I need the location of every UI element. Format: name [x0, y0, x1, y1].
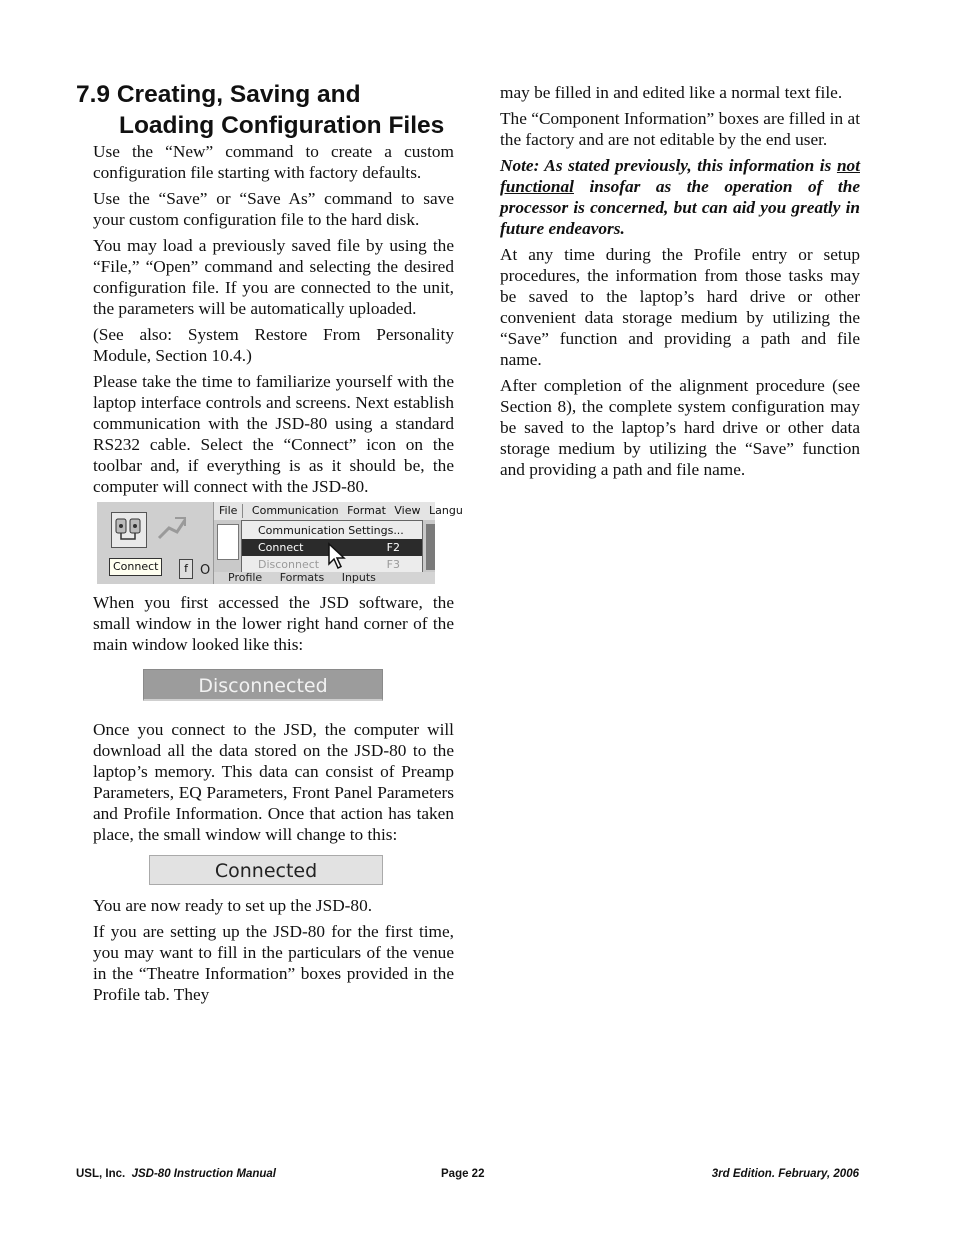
window-edge — [426, 524, 435, 570]
menu-communication: Communication — [251, 504, 339, 517]
status-connected: Connected — [149, 855, 383, 885]
tab-profile: Profile — [228, 571, 263, 584]
paragraph: You may load a previously saved file by using the “File,” “Open” command and selecting the desired configuration file. If you are connected to the unit, the parameters will be automatically uploaded. — [93, 236, 454, 318]
paragraph: (See also: System Restore From Personality Module, Section 10.4.) — [93, 325, 454, 365]
section-heading — [76, 79, 444, 141]
connect-tooltip: Connect — [109, 558, 162, 576]
connect-icon — [111, 512, 147, 548]
tab-formats: Formats — [279, 571, 325, 584]
paragraph: When you first accessed the JSD software, the small window in the lower right hand corner of the main window looked like this: — [93, 593, 454, 654]
paragraph: If you are setting up the JSD-80 for the first time, you may want to fill in the particulars of the venue in the “Theatre Information” boxes provided in the Profile tab. They — [93, 922, 454, 1004]
shortcut-f3: F3 — [386, 558, 400, 571]
menu-format: Format — [347, 504, 386, 517]
footer-left — [76, 1168, 276, 1180]
menu-file: File — [219, 504, 238, 517]
connect-screenshot — [97, 502, 463, 584]
paragraph: Use the “Save” or “Save As” command to save your custom configuration file to the hard disk. — [93, 189, 454, 229]
paragraph: Please take the time to familiarize yourself with the laptop interface controls and screens. Next establish communication with the JSD-80 using a standard RS232 cable. Select the “Connect” icon on the toolbar and, if everything is as it should be, the computer will connect with the JSD-80. — [93, 372, 454, 496]
note-paragraph: Note: As stated previously, this information is not functional insofar as the operation of the processor is concerned, but can aid you greatly in future endeavors. — [500, 156, 860, 238]
menu-bar — [214, 502, 463, 520]
menu-language: Langu — [429, 504, 463, 517]
paragraph: You are now ready to set up the JSD-80. — [93, 896, 373, 915]
menu-view: View — [394, 504, 421, 517]
shortcut-f2: F2 — [386, 541, 400, 554]
paragraph: The “Component Information” boxes are filled in at the factory and are not editable by the end user. — [500, 109, 860, 149]
status-disconnected: Disconnected — [143, 669, 383, 701]
footer-edition: 3rd Edition. February, 2006 — [711, 1168, 859, 1180]
mouse-cursor-icon — [327, 542, 349, 570]
heading-line-1: 7.9 Creating, Saving and — [76, 81, 361, 108]
menu-item-communication-settings: Communication Settings... — [258, 524, 404, 537]
tab-strip — [214, 572, 435, 584]
footer-page: Page 22 — [441, 1168, 485, 1180]
toolbar-label: O — [200, 563, 211, 578]
heading-line-2: Loading Configuration Files — [119, 112, 445, 139]
paragraph: Use the “New” command to create a custom configuration file starting with factory defaults. — [93, 142, 454, 182]
tab-inputs: Inputs — [341, 571, 376, 584]
toolbar — [97, 502, 214, 584]
format-button: f — [179, 559, 193, 579]
paragraph: may be filled in and edited like a normal text file. — [500, 83, 843, 102]
menu-item-disconnect: Disconnect F3 — [258, 558, 400, 571]
paragraph: After completion of the alignment procedure (see Section 8), the complete system configuration may be saved to the laptop’s hard drive or other data storage medium by utilizing the “Save” function and providing a path and file name. — [500, 376, 860, 479]
footer-manual: JSD-80 Instruction Manual — [131, 1168, 277, 1180]
paragraph: Once you connect to the JSD, the computer will download all the data stored on the JSD-80 to the laptop’s memory. This data can consist of Preamp Parameters, EQ Parameters, Front Panel Parameters and Profile Information. Once that action has taken place, the small window will change to this: — [93, 720, 454, 844]
document-icon — [217, 524, 239, 560]
right-column — [500, 82, 860, 485]
paragraph: At any time during the Profile entry or setup procedures, the information from those tasks may be saved to the laptop’s hard drive or other convenient data storage medium by utilizing the “Save” function and providing a path and file name. — [500, 245, 860, 369]
footer-company: USL, Inc. — [76, 1168, 126, 1180]
left-column — [93, 141, 463, 1010]
note-functional: functional — [500, 177, 574, 196]
note-not: not — [836, 156, 860, 175]
menu-item-connect: Connect F2 — [242, 539, 422, 556]
disconnect-icon — [155, 514, 189, 544]
